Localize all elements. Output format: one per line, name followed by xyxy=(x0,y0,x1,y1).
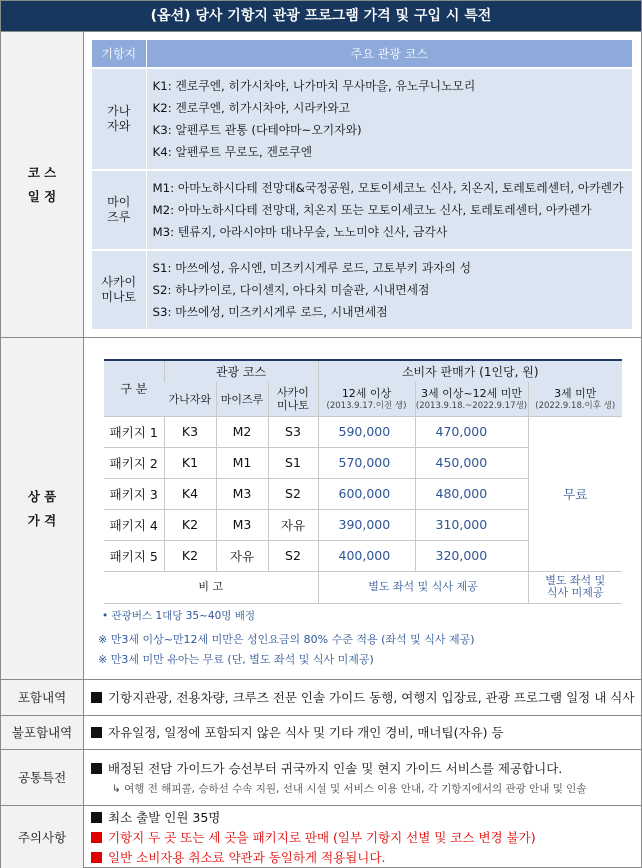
package-k: K3 xyxy=(164,416,216,447)
header-child: 3세 이상~12세 미만 xyxy=(421,387,522,401)
footnote: ※ 만3세 미만 유아는 무료 (단, 별도 좌석 및 식사 미제공) xyxy=(98,653,374,666)
notice-line-1: 최소 출발 인원 35명 xyxy=(108,809,221,825)
excluded-label: 불포함내역 xyxy=(1,716,84,749)
package-k: K4 xyxy=(164,478,216,509)
course-row-kanazawa xyxy=(92,68,632,170)
package-child-price: 450,000 xyxy=(415,447,528,478)
package-s: S2 xyxy=(268,478,318,509)
package-k: K2 xyxy=(164,540,216,571)
bullet-square-icon xyxy=(91,763,102,774)
region-name: 마이 즈루 xyxy=(92,170,146,250)
package-adult-price: 600,000 xyxy=(318,478,415,509)
course-line: K4: 알펜루트 무로도, 겐로쿠엔 xyxy=(152,145,313,159)
note-label: 비 고 xyxy=(104,571,318,603)
price-content xyxy=(84,338,641,679)
course-line: S2: 하나카이로, 다이센지, 아다치 미술관, 시내면세점 xyxy=(152,283,430,297)
package-s: S1 xyxy=(268,447,318,478)
header-port: 기항지 xyxy=(92,40,146,68)
course-content xyxy=(84,32,641,337)
price-footnotes xyxy=(98,606,475,670)
header-consumer: 소비자 판매가 (1인당, 원) xyxy=(318,360,622,382)
note-row xyxy=(104,571,622,603)
header-adult-sub: (2013.9.17.이전 생) xyxy=(326,401,407,412)
package-m: M2 xyxy=(216,416,268,447)
header-course: 주요 관광 코스 xyxy=(146,40,632,68)
course-row-sakaiminato xyxy=(92,250,632,329)
course-table xyxy=(92,40,632,329)
package-row xyxy=(104,416,622,447)
bullet-square-icon xyxy=(91,852,102,863)
package-s: S3 xyxy=(268,416,318,447)
benefit-label: 공통특전 xyxy=(1,750,84,805)
included-text: 기항지관광, 전용차량, 크루즈 전문 인솔 가이드 동행, 여행지 입장료, 관광 프로그램 일정 내 식사 xyxy=(108,689,635,705)
course-section xyxy=(1,31,641,337)
header-maizuru: 마이즈루 xyxy=(216,382,268,416)
package-adult-price: 400,000 xyxy=(318,540,415,571)
bullet-square-icon xyxy=(91,727,102,738)
benefit-subtext: ↳ 여행 전 해피콜, 승하선 수속 지원, 선내 시설 및 서비스 이용 안내, 각 기항지에서의 관광 안내 및 인솔 xyxy=(112,782,587,795)
header-infant: 3세 미만 xyxy=(554,387,597,401)
footnote: • 관광버스 1대당 35~40명 배정 xyxy=(102,610,256,622)
package-child-price: 320,000 xyxy=(415,540,528,571)
region-name: 가나 자와 xyxy=(92,68,146,170)
included-section xyxy=(1,679,641,715)
course-row-maizuru xyxy=(92,170,632,250)
course-line: M2: 아마노하시다테 전망대, 치온지 또는 모토이세코노 신사, 토레토레센터, 아카렌가 xyxy=(152,203,592,217)
course-line: M1: 아마노하시다테 전망대&국정공원, 모토이세코노 신사, 치온지, 토레토레센터, 아카렌가 xyxy=(152,181,624,195)
notice-section xyxy=(1,805,641,868)
package-child-price: 310,000 xyxy=(415,509,528,540)
notice-label: 주의사항 xyxy=(1,806,84,868)
header-sakai: 사카이 미나토 xyxy=(268,382,318,416)
course-label: 코 스 일 정 xyxy=(1,32,84,337)
excluded-text: 자유일정, 일정에 포함되지 않은 식사 및 기타 개인 경비, 매너팁(자유) 등 xyxy=(108,724,504,740)
notice-line-2: 기항지 두 곳 또는 세 곳을 패키지로 판매 (일부 기항지 선별 및 코스 변경 불가) xyxy=(108,829,536,845)
benefit-text: 배정된 전담 가이드가 승선부터 귀국까지 인솔 및 현지 가이드 서비스를 제공합니다. xyxy=(108,760,563,776)
package-name: 패키지 2 xyxy=(104,447,164,478)
package-name: 패키지 5 xyxy=(104,540,164,571)
note-noseat: 별도 좌석 및 식사 미제공 xyxy=(528,571,622,603)
note-seat: 별도 좌석 및 식사 제공 xyxy=(318,571,528,603)
bullet-square-icon xyxy=(91,832,102,843)
footnote: ※ 만3세 이상~만12세 미만은 성인요금의 80% 수준 적용 (좌석 및 식사 제공) xyxy=(98,633,475,646)
package-adult-price: 570,000 xyxy=(318,447,415,478)
excluded-section xyxy=(1,715,641,749)
package-adult-price: 590,000 xyxy=(318,416,415,447)
package-child-price: 470,000 xyxy=(415,416,528,447)
course-line: K3: 알펜루트 관통 (다테야마~오기자와) xyxy=(152,123,362,137)
page-title: (옵션) 당사 기항지 관광 프로그램 가격 및 구입 시 특전 xyxy=(1,1,641,31)
package-m: M1 xyxy=(216,447,268,478)
course-line: S1: 마쓰에성, 유시엔, 미즈키시게루 로드, 고토부키 과자의 성 xyxy=(152,261,472,275)
package-m: M3 xyxy=(216,509,268,540)
package-name: 패키지 1 xyxy=(104,416,164,447)
package-k: K1 xyxy=(164,447,216,478)
package-name: 패키지 4 xyxy=(104,509,164,540)
course-line: K2: 겐로쿠엔, 히가시차야, 시라카와고 xyxy=(152,101,351,115)
infant-price: 무료 xyxy=(528,416,622,571)
package-s: S2 xyxy=(268,540,318,571)
notice-line-3: 일반 소비자용 취소료 약관과 동일하게 적용됩니다. xyxy=(108,849,386,865)
header-adult: 12세 이상 xyxy=(341,387,392,401)
course-line: K1: 겐로쿠엔, 히가시차야, 나가마치 무사마을, 유노쿠니노모리 xyxy=(152,79,476,93)
package-s: 자유 xyxy=(268,509,318,540)
region-name: 사카이 미나토 xyxy=(92,250,146,329)
bullet-square-icon xyxy=(91,812,102,823)
header-infant-sub: (2022.9.18.이후 생) xyxy=(535,401,616,412)
package-m: M3 xyxy=(216,478,268,509)
package-k: K2 xyxy=(164,509,216,540)
benefit-section xyxy=(1,749,641,805)
header-child-sub: (2013.9.18.~2022.9.17생) xyxy=(415,401,528,412)
header-tour: 관광 코스 xyxy=(164,360,318,382)
included-label: 포함내역 xyxy=(1,680,84,715)
package-m: 자유 xyxy=(216,540,268,571)
package-name: 패키지 3 xyxy=(104,478,164,509)
header-kanazawa: 가나자와 xyxy=(164,382,216,416)
course-line: S3: 마쓰에성, 미즈키시게루 로드, 시내면세점 xyxy=(152,305,388,319)
package-child-price: 480,000 xyxy=(415,478,528,509)
price-table xyxy=(104,359,622,604)
package-adult-price: 390,000 xyxy=(318,509,415,540)
price-label: 상 품 가 격 xyxy=(1,338,84,679)
price-section xyxy=(1,337,641,679)
course-line: M3: 텐류지, 아라시야마 대나무숲, 노노미야 신사, 금각사 xyxy=(152,225,448,239)
header-category: 구 분 xyxy=(104,360,164,416)
bullet-square-icon xyxy=(91,692,102,703)
